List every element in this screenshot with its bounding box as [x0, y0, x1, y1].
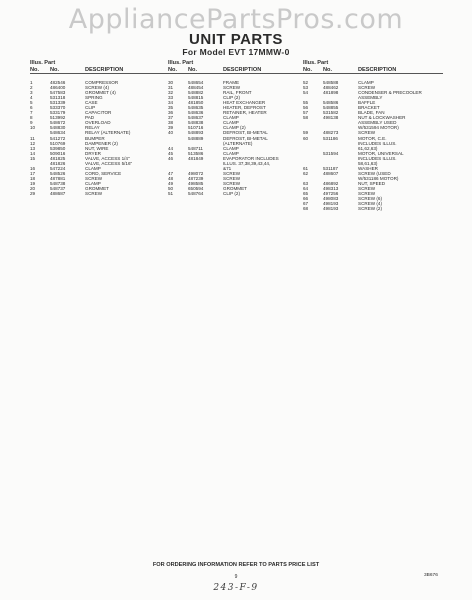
header-description: DESCRIPTION	[223, 66, 262, 73]
part-description: CLAMP	[85, 165, 101, 171]
illus-number: 37	[168, 115, 174, 121]
part-description: BAFFLE	[358, 100, 376, 106]
illus-number: 4	[30, 95, 33, 101]
part-description: MOTOR, C.E.	[358, 135, 387, 141]
part-number: 531594	[323, 150, 339, 156]
part-number: 548738	[50, 180, 66, 186]
illus-number: 34	[168, 100, 174, 106]
illus-number: 5	[30, 100, 33, 106]
header-rule	[168, 73, 308, 74]
part-number: 481849	[188, 155, 204, 161]
part-number: 481898	[323, 90, 339, 96]
illus-number: 36	[168, 110, 174, 116]
illus-number: 1	[30, 80, 33, 85]
header-illus: Illus. Part	[303, 60, 329, 66]
illus-number: 62	[303, 170, 309, 176]
watermark: AppliancePartsPros.com	[68, 4, 404, 35]
illus-number: 61	[303, 165, 309, 171]
part-description: INCLUDES ILLUS.	[358, 155, 397, 161]
illus-number: 15	[30, 155, 36, 161]
illus-number: 53	[303, 85, 309, 91]
part-description: SCREW	[85, 191, 103, 197]
page-title: UNIT PARTS	[189, 31, 283, 48]
illus-number: 57	[303, 110, 309, 116]
illus-number: 60	[303, 135, 309, 141]
part-description: &71	[223, 165, 232, 171]
header-no: No.	[303, 66, 313, 73]
part-description: SCREW	[223, 85, 241, 91]
part-description: W/531594 MOTOR)	[358, 125, 399, 131]
part-description: CAPACITOR	[85, 110, 112, 116]
parts-column-3	[303, 60, 443, 211]
part-description: GROMMET	[223, 185, 247, 191]
part-number: 548855	[323, 105, 339, 111]
part-description: SCREW	[85, 175, 103, 181]
part-number: 533179	[50, 110, 66, 116]
illus-number: 33	[168, 95, 174, 101]
illus-number: 52	[303, 80, 309, 85]
illus-number: 44	[168, 145, 174, 151]
part-number: 548635	[188, 105, 204, 111]
part-description: CLAMP	[223, 145, 239, 151]
part-description: OVERLOAD	[85, 120, 111, 126]
part-description: MOTOR, UNIVERSAL	[358, 150, 404, 156]
part-number: 488454	[188, 85, 204, 91]
illus-number: 38	[168, 120, 174, 126]
illus-number: 58	[303, 115, 309, 121]
ordering-footer: FOR ORDERING INFORMATION REFER TO PARTS PRICE LIST	[152, 562, 320, 568]
part-description: SCREW	[223, 170, 241, 176]
illus-number: 31	[168, 85, 174, 91]
part-description: DEFROST, BI-METAL	[223, 130, 268, 136]
part-number: 548634	[50, 130, 66, 136]
part-description: HEATER, DEFROST	[223, 105, 266, 111]
illus-number: 54	[303, 90, 309, 96]
part-number: 513586	[188, 150, 204, 156]
illus-number: 13	[30, 145, 36, 151]
illus-number: 29	[30, 191, 36, 197]
illus-number: 16	[30, 165, 36, 171]
parts-row	[168, 191, 308, 196]
part-description: NUT & LOCKWASHER	[358, 115, 406, 121]
part-description: CLAMP	[223, 120, 239, 126]
page-number: 9	[234, 574, 238, 580]
handwritten-note: 243-F-9	[213, 583, 259, 593]
illus-number: 68	[303, 206, 309, 212]
illus-number: 32	[168, 90, 174, 96]
part-number: 548830	[50, 125, 66, 131]
part-number: 548889	[188, 135, 204, 141]
header-description: DESCRIPTION	[85, 66, 124, 73]
parts-row	[303, 206, 443, 211]
illus-number: 8	[30, 115, 33, 121]
part-number: 548654	[188, 80, 204, 85]
part-number: 547224	[50, 165, 66, 171]
part-number: 488462	[323, 85, 339, 91]
part-description: ILLUS. 37,38,39,43,44,	[223, 160, 271, 166]
part-description: SCREW	[223, 175, 241, 181]
part-number: 548893	[188, 130, 204, 136]
part-number: 531318	[50, 95, 66, 101]
part-description: DAMPENER (2)	[85, 140, 118, 146]
illus-number: 63	[303, 180, 309, 186]
header-part-no: No.	[188, 66, 198, 73]
part-number: 488273	[323, 130, 339, 136]
illus-number: 59	[303, 130, 309, 136]
part-description: GROMMET	[85, 185, 109, 191]
illus-number: 7	[30, 110, 33, 116]
column-header	[303, 60, 443, 73]
part-number: 486892	[323, 180, 339, 186]
illus-number: 2	[30, 85, 33, 91]
part-description: RELAY	[85, 125, 100, 131]
header-illus: Illus. Part	[168, 60, 194, 66]
part-number: 539850	[50, 145, 66, 151]
illus-number: 48	[168, 175, 174, 181]
part-description: RETAINER, HEATER	[223, 110, 267, 116]
illus-number: 49	[168, 180, 174, 186]
part-number: 548526	[50, 170, 66, 176]
part-number: 481850	[188, 100, 204, 106]
part-description: CONDENSER & PRECOOLER	[358, 90, 422, 96]
part-number: 510769	[50, 140, 66, 146]
illus-number: 11	[30, 135, 35, 141]
part-number: 498083	[323, 196, 339, 202]
illus-number: 66	[303, 196, 309, 202]
part-number: 509016	[50, 150, 66, 156]
part-number: 510716	[188, 125, 204, 131]
part-description: SCREW (2)	[358, 206, 382, 212]
illus-number: 10	[30, 125, 36, 131]
part-description: RELAY (ALTERNATE)	[85, 130, 131, 136]
part-description: CLIP (2)	[223, 95, 241, 101]
part-number: 548672	[50, 120, 66, 126]
illus-number: 30	[168, 80, 174, 85]
part-number: 498193	[323, 206, 339, 212]
illus-number: 17	[30, 170, 36, 176]
part-number: 498585	[188, 180, 204, 186]
part-number: 547583	[50, 90, 66, 96]
illus-number: 51	[168, 191, 174, 197]
part-description: CLIP	[85, 105, 96, 111]
part-description: WASHER	[358, 165, 378, 171]
part-description: SCREW	[358, 185, 376, 191]
part-description: EVAPORATOR INCLUDES	[223, 155, 279, 161]
part-number: 548815	[188, 95, 204, 101]
part-number: 531339	[50, 100, 66, 106]
part-description: 61,62,63)	[358, 145, 378, 151]
part-number: 548586	[323, 100, 339, 106]
part-description: CLAMP	[223, 115, 239, 121]
part-description: FRAME	[223, 80, 240, 85]
illus-number: 64	[303, 185, 309, 191]
illus-number: 56	[303, 105, 309, 111]
illus-number: 14	[30, 150, 36, 156]
part-number: 650594	[188, 185, 204, 191]
part-description: VALVE, ACCESS 1/4"	[85, 155, 130, 161]
part-description: DEFROST, BI-METAL	[223, 135, 268, 141]
illus-number: 35	[168, 105, 174, 111]
part-description: W/531186 MOTOR)	[358, 175, 399, 181]
header-rule	[30, 73, 170, 74]
part-number: 487881	[50, 175, 66, 181]
part-description: SCREW (4)	[358, 201, 382, 207]
column-header	[30, 60, 170, 73]
part-number: 533370	[50, 105, 66, 111]
part-description: SCREW	[358, 130, 376, 136]
illus-number: 46	[168, 155, 174, 161]
part-number: 487239	[188, 175, 204, 181]
part-number: 481825	[50, 155, 66, 161]
part-number: 548838	[188, 120, 204, 126]
parts-row	[30, 191, 170, 196]
illus-number: 67	[303, 201, 309, 207]
part-description: SPRING	[85, 95, 103, 101]
part-description: INCLUDES ILLUS.	[358, 140, 397, 146]
part-number: 488607	[323, 170, 339, 176]
part-number: 548588	[323, 80, 339, 85]
parts-column-1	[30, 60, 170, 196]
part-description: PAD	[85, 115, 95, 121]
header-part-no: No.	[323, 66, 333, 73]
part-number: 531187	[323, 165, 338, 171]
part-number: 548711	[188, 145, 203, 151]
part-number: 482546	[50, 80, 66, 85]
part-description: VALVE, ACCESS 5/16"	[85, 160, 133, 166]
part-number: 498313	[323, 185, 339, 191]
part-number: 548764	[188, 191, 204, 197]
part-description: NUT, SPEED	[358, 180, 386, 186]
part-number: 531186	[323, 135, 338, 141]
illus-number: 40	[168, 130, 174, 136]
header-illus: Illus. Part	[30, 60, 56, 66]
part-description: ASSEMBLY USED	[358, 120, 397, 126]
illus-number: 45	[168, 150, 174, 156]
illus-number: 3	[30, 90, 33, 96]
part-description: CLAMP	[358, 80, 374, 85]
illus-number: 65	[303, 191, 309, 197]
part-number: 498193	[323, 201, 339, 207]
part-number: 498138	[323, 115, 339, 121]
part-description: (ALTERNATE)	[223, 140, 253, 146]
header-rule	[303, 73, 443, 74]
part-number: 488687	[50, 191, 66, 197]
part-description: GROMMET (4)	[85, 90, 116, 96]
illus-number: 47	[168, 170, 174, 176]
part-number: 513992	[50, 115, 66, 121]
part-description: COMPRESSOR	[85, 80, 119, 85]
illus-number: 12	[30, 140, 36, 146]
illus-number: 39	[168, 125, 174, 131]
header-no: No.	[168, 66, 178, 73]
illus-number: 19	[30, 180, 36, 186]
column-header	[168, 60, 308, 73]
part-description: HEAT EXCHANGER	[223, 100, 266, 106]
model-subtitle: For Model EVT 17MMW-0	[182, 47, 290, 57]
header-no: No.	[30, 66, 40, 73]
part-description: RAIL, FRONT	[223, 90, 252, 96]
part-description: SCREW	[358, 191, 376, 197]
part-description: NUT, WIRE	[85, 145, 109, 151]
part-number: 498072	[188, 170, 204, 176]
part-number: 486400	[50, 85, 66, 91]
part-description: SCREW (6)	[358, 196, 382, 202]
parts-column-2	[168, 60, 308, 196]
header-description: DESCRIPTION	[358, 66, 397, 73]
part-description: CLAMP (2)	[223, 125, 246, 131]
part-description: CLAMP	[223, 150, 239, 156]
part-number: 548737	[50, 185, 66, 191]
part-description: ASSEMBLY	[358, 95, 383, 101]
part-description: 58,61,63)	[358, 160, 378, 166]
part-number: 548882	[188, 90, 204, 96]
illus-number: 6	[30, 105, 33, 111]
part-description: BLADE, FAN	[358, 110, 385, 116]
illus-number: 9	[30, 120, 33, 126]
part-description: SCREW (4)	[85, 85, 109, 91]
illus-number: 18	[30, 175, 36, 181]
part-number: 497256	[323, 191, 339, 197]
part-description: SCREW (USED	[358, 170, 391, 176]
part-description: CASE	[85, 100, 98, 106]
part-description: SCREW	[358, 85, 376, 91]
part-description: BUMPER	[85, 135, 105, 141]
illus-number: 20	[30, 185, 36, 191]
document-number: 3B676	[424, 573, 438, 578]
part-description: SCREW	[223, 180, 241, 186]
part-description: DRYER	[85, 150, 101, 156]
illus-number: 50	[168, 185, 174, 191]
header-part-no: No.	[50, 66, 60, 73]
part-description: CORD, SERVICE	[85, 170, 122, 176]
part-description: CLAMP	[85, 180, 101, 186]
part-number: 481826	[50, 160, 66, 166]
part-number: 548636	[188, 110, 204, 116]
illus-number: 55	[303, 100, 309, 106]
part-number: 548637	[188, 115, 204, 121]
part-description: CLIP (2)	[223, 191, 241, 197]
part-number: 541272	[50, 135, 66, 141]
part-number: 531582	[323, 110, 339, 116]
part-description: BRACKET	[358, 105, 380, 111]
